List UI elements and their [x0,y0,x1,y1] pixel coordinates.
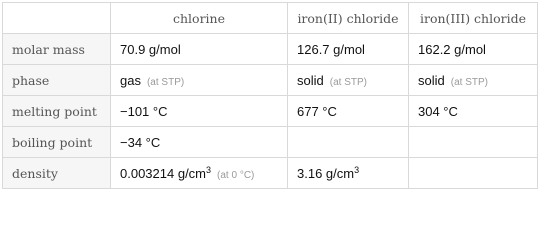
cell-boiling-point-iron-iii [409,127,538,158]
cell-boiling-point-chlorine [111,127,288,158]
cell-density-iron-iii [409,158,538,189]
condition-note: (at STP) [329,76,367,88]
cell-molar-mass-iron-ii [288,34,409,65]
row-header-phase: phase [3,65,111,96]
table-row-density [3,158,538,189]
cell-density-iron-ii [288,158,409,189]
cell-melting-point-chlorine [111,96,288,127]
cell-melting-point-iron-ii [288,96,409,127]
table-row-boiling-point [3,127,538,158]
column-header-iron-iii-chloride: iron(III) chloride [409,3,538,34]
row-header-density: density [3,158,111,189]
superscript: 3 [206,164,212,175]
row-header-boiling-point: boiling point [3,127,111,158]
corner-cell [3,3,111,34]
cell-melting-point-iron-iii [409,96,538,127]
cell-phase-chlorine [111,65,288,96]
cell-value: 162.2 g/mol [418,41,486,57]
row-header-molar-mass: molar mass [3,34,111,65]
cell-phase-iron-ii [288,65,409,96]
cell-value: gas [120,72,141,88]
cell-value: −34 °C [120,134,161,150]
cell-value: 70.9 g/mol [120,41,181,57]
cell-value: −101 °C [120,103,168,119]
table-row-melting-point [3,96,538,127]
cell-value: 126.7 g/mol [297,41,365,57]
superscript: 3 [354,164,360,175]
cell-molar-mass-iron-iii [409,34,538,65]
cell-phase-iron-iii [409,65,538,96]
cell-density-chlorine [111,158,288,189]
column-header-iron-ii-chloride: iron(II) chloride [288,3,409,34]
cell-value: 677 °C [297,103,337,119]
column-header-chlorine: chlorine [111,3,288,34]
cell-value: 3.16 g/cm [297,165,355,181]
cell-boiling-point-iron-ii [288,127,409,158]
condition-note: (at STP) [450,76,488,88]
condition-note: (at 0 °C) [217,169,255,181]
row-header-melting-point: melting point [3,96,111,127]
table-row-phase [3,65,538,96]
cell-value: 304 °C [418,103,458,119]
properties-table [2,2,538,189]
table-row-molar-mass [3,34,538,65]
header-row [3,3,538,34]
condition-note: (at STP) [146,76,185,88]
cell-value: 0.003214 g/cm [120,165,207,181]
cell-molar-mass-chlorine [111,34,288,65]
cell-value: solid [297,72,324,88]
cell-value: solid [418,72,445,88]
